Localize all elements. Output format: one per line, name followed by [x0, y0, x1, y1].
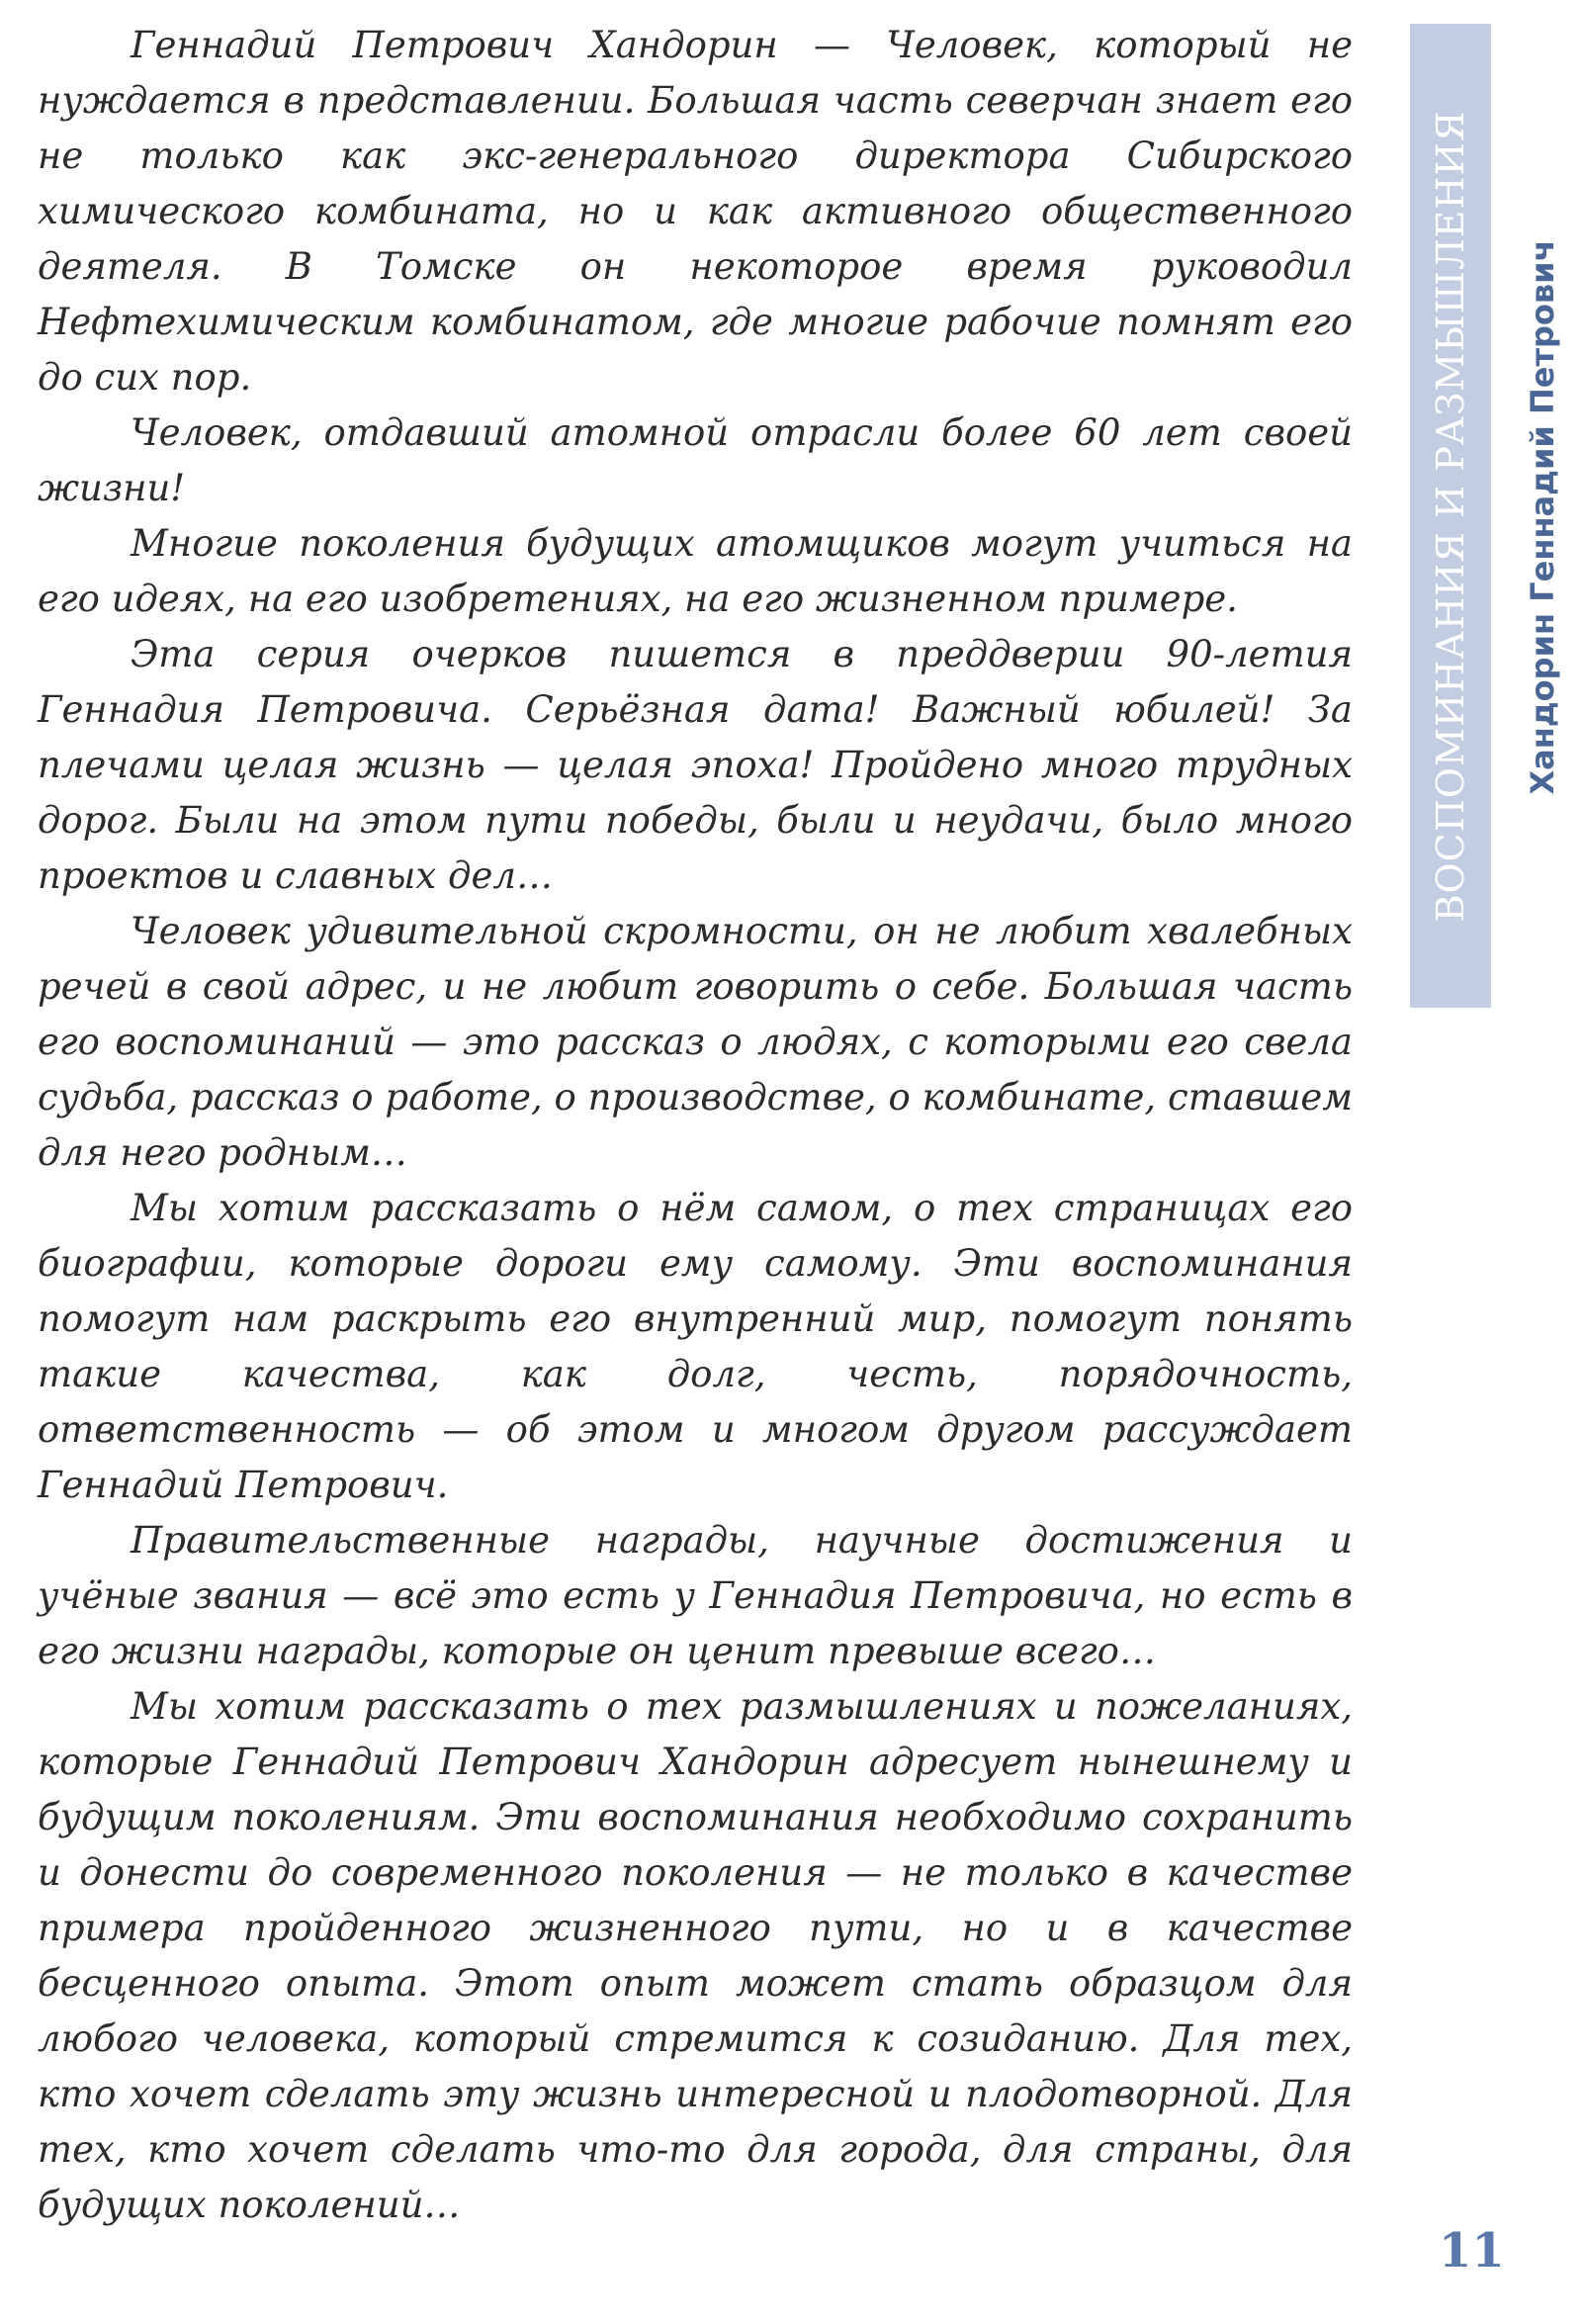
section-title: ВОСПОМИНАНИЯ И РАЗМЫШЛЕНИЯ	[1429, 110, 1472, 922]
author-name: Хандорин Геннадий Петрович	[1524, 238, 1561, 795]
paragraph: Человек удивительной скромности, он не любит хвалебных речей в свой адрес, и не любит говорить о себе. Большая часть его воспоминаний — это рассказ о людях, с которыми его свела судьба, рассказ о работе, о производстве, о комбинате, ставшем для него родным…	[38, 910, 1353, 1174]
paragraph: Правительственные награды, научные достижения и учёные звания — всё это есть у Геннадия Петровича, но есть в его жизни награды, которые он ценит превыше всего…	[38, 1519, 1353, 1672]
paragraph: Многие поколения будущих атомщиков могут учиться на его идеях, на его изобретениях, на его жизненном примере.	[38, 522, 1353, 620]
running-head	[1521, 223, 1564, 811]
paragraph: Человек, отдавший атомной отрасли более 60 лет своей жизни!	[38, 411, 1353, 509]
paragraph: Геннадий Петрович Хандорин — Человек, который не нуждается в представлении. Большая часть северчан знает его не только как экс-генерального директора Сибирского химического комбината, но и как активного общественного деятеля. В Томске он некоторое время руководил Нефтехимическим комбинатом, где многие рабочие помнят его до сих пор.	[38, 24, 1353, 399]
paragraph: Эта серия очерков пишется в преддверии 90-летия Геннадия Петровича. Серьёзная дата! Важный юбилей! За плечами целая жизнь — целая эпоха! Пройдено много трудных дорог. Были на этом пути победы, были и неудачи, было много проектов и славных дел…	[38, 633, 1353, 897]
body-text	[38, 18, 1353, 2233]
page-number: 11	[1439, 2223, 1505, 2279]
paragraph: Мы хотим рассказать о нём самом, о тех страницах его биографии, которые дороги ему самому. Эти воспоминания помогут нам раскрыть его внутренний мир, помогут понять такие качества, как долг, честь, порядочность, ответственность — об этом и многом другом рассуждает Геннадий Петрович.	[38, 1187, 1353, 1506]
section-title-band	[1410, 24, 1491, 1008]
paragraph: Мы хотим рассказать о тех размышлениях и пожеланиях, которые Геннадий Петрович Хандорин адресует нынешнему и будущим поколениям. Эти воспоминания необходимо сохранить и донести до современного поколения — не только в качестве примера пройденного жизненного пути, но и в качестве бесценного опыта. Этот опыт может стать образцом для любого человека, который стремится к созиданию. Для тех, кто хочет сделать эту жизнь интересной и плодотворной. Для тех, кто хочет сделать что-то для города, для страны, для будущих поколений…	[38, 1685, 1353, 2226]
